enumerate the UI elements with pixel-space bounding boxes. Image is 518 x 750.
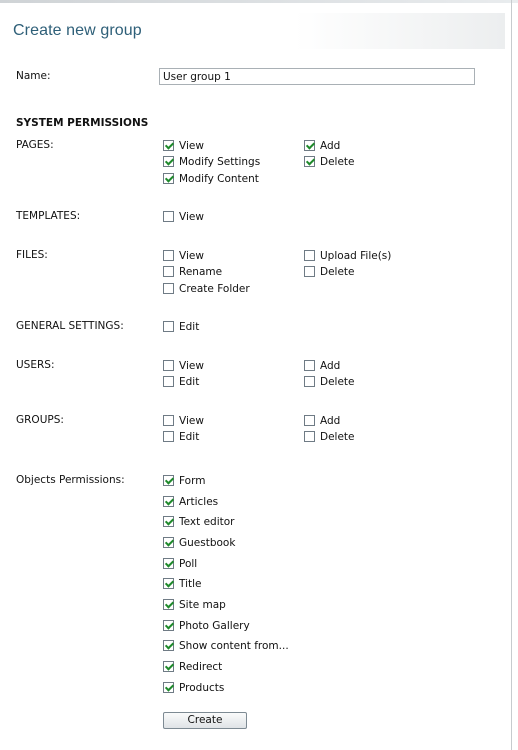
object-poll-checkbox[interactable] (163, 557, 197, 570)
object-products-checkbox[interactable] (163, 681, 224, 694)
checkbox-box[interactable] (163, 173, 174, 184)
pages-label: PAGES: (16, 139, 54, 151)
files-delete-checkbox[interactable] (304, 265, 355, 278)
checkbox-label: View (179, 139, 204, 152)
files-create-folder-checkbox[interactable] (163, 282, 250, 295)
users-label: USERS: (16, 359, 55, 371)
checkbox-label: Upload File(s) (320, 249, 392, 262)
checkbox-label: Photo Gallery (179, 619, 250, 632)
object-title-checkbox[interactable] (163, 577, 202, 590)
page-header (5, 13, 505, 49)
checkbox-box[interactable] (163, 516, 174, 527)
checkbox-label: Site map (179, 598, 226, 611)
checkbox-label: Delete (320, 265, 355, 278)
object-form-checkbox[interactable] (163, 474, 205, 487)
templates-view-checkbox[interactable] (163, 210, 204, 223)
checkbox-label: Edit (179, 375, 200, 388)
checkbox-box[interactable] (163, 496, 174, 507)
groups-add-checkbox[interactable] (304, 414, 340, 427)
name-label: Name: (16, 70, 51, 82)
pages-add-checkbox[interactable] (304, 139, 340, 152)
checkbox-box[interactable] (304, 266, 315, 277)
checkbox-label: Poll (179, 557, 198, 570)
checkbox-box[interactable] (163, 266, 174, 277)
checkbox-label: Redirect (179, 660, 223, 673)
groups-label: GROUPS: (16, 414, 64, 426)
object-show-content-from-checkbox[interactable] (163, 639, 289, 652)
checkbox-label: Edit (179, 320, 200, 333)
checkbox-box[interactable] (163, 211, 174, 222)
checkbox-label: View (179, 414, 204, 427)
checkbox-box[interactable] (163, 578, 174, 589)
templates-label: TEMPLATES: (16, 210, 81, 222)
checkbox-box[interactable] (163, 640, 174, 651)
checkbox-label: Add (320, 139, 341, 152)
general-settings-label: GENERAL SETTINGS: (16, 320, 124, 332)
groups-delete-checkbox[interactable] (304, 430, 355, 443)
checkbox-box[interactable] (163, 415, 174, 426)
checkbox-box[interactable] (163, 376, 174, 387)
checkbox-label: View (179, 359, 204, 372)
checkbox-box[interactable] (163, 321, 174, 332)
objects-permissions-label: Objects Permissions: (16, 474, 125, 486)
files-upload-checkbox[interactable] (304, 249, 391, 262)
checkbox-box[interactable] (163, 558, 174, 569)
checkbox-box[interactable] (163, 250, 174, 261)
users-delete-checkbox[interactable] (304, 375, 355, 388)
checkbox-label: Title (179, 577, 202, 590)
groups-view-checkbox[interactable] (163, 414, 204, 427)
checkbox-label: Show content from... (179, 639, 289, 652)
checkbox-label: Form (179, 474, 206, 487)
pages-view-checkbox[interactable] (163, 139, 204, 152)
checkbox-box[interactable] (304, 250, 315, 261)
checkbox-box[interactable] (163, 283, 174, 294)
checkbox-box[interactable] (163, 599, 174, 610)
object-text-editor-checkbox[interactable] (163, 515, 234, 528)
checkbox-label: Create Folder (179, 282, 250, 295)
pages-modify-content-checkbox[interactable] (163, 172, 259, 185)
object-redirect-checkbox[interactable] (163, 660, 222, 673)
checkbox-box[interactable] (304, 140, 315, 151)
checkbox-box[interactable] (163, 140, 174, 151)
checkbox-label: View (179, 249, 204, 262)
checkbox-label: Delete (320, 155, 355, 168)
object-photo-gallery-checkbox[interactable] (163, 619, 250, 632)
checkbox-label: Rename (179, 265, 223, 278)
checkbox-label: View (179, 210, 204, 223)
checkbox-box[interactable] (163, 156, 174, 167)
checkbox-box[interactable] (304, 415, 315, 426)
files-view-checkbox[interactable] (163, 249, 204, 262)
group-name-input[interactable] (159, 68, 475, 85)
checkbox-label: Delete (320, 430, 355, 443)
pages-delete-checkbox[interactable] (304, 155, 355, 168)
checkbox-box[interactable] (163, 360, 174, 371)
groups-edit-checkbox[interactable] (163, 430, 199, 443)
checkbox-box[interactable] (163, 620, 174, 631)
object-site-map-checkbox[interactable] (163, 598, 226, 611)
object-guestbook-checkbox[interactable] (163, 536, 235, 549)
checkbox-box[interactable] (304, 376, 315, 387)
checkbox-label: Products (179, 681, 225, 694)
users-edit-checkbox[interactable] (163, 375, 199, 388)
checkbox-label: Modify Content (179, 172, 259, 185)
files-label: FILES: (16, 249, 48, 261)
create-button[interactable]: Create (163, 712, 247, 729)
files-rename-checkbox[interactable] (163, 265, 222, 278)
system-permissions-heading: SYSTEM PERMISSIONS (16, 117, 149, 129)
checkbox-box[interactable] (304, 156, 315, 167)
checkbox-label: Add (320, 414, 341, 427)
page-title: Create new group (13, 22, 142, 39)
checkbox-label: Edit (179, 430, 200, 443)
checkbox-label: Articles (179, 495, 219, 508)
pages-modify-settings-checkbox[interactable] (163, 155, 260, 168)
checkbox-box[interactable] (304, 360, 315, 371)
general-settings-edit-checkbox[interactable] (163, 320, 199, 333)
checkbox-box[interactable] (163, 431, 174, 442)
checkbox-label: Delete (320, 375, 355, 388)
object-articles-checkbox[interactable] (163, 495, 218, 508)
checkbox-label: Guestbook (179, 536, 236, 549)
checkbox-box[interactable] (163, 661, 174, 672)
checkbox-box[interactable] (163, 537, 174, 548)
users-view-checkbox[interactable] (163, 359, 204, 372)
checkbox-label: Modify Settings (179, 155, 261, 168)
checkbox-box[interactable] (163, 475, 174, 486)
checkbox-box[interactable] (163, 682, 174, 693)
users-add-checkbox[interactable] (304, 359, 340, 372)
checkbox-label: Add (320, 359, 341, 372)
checkbox-label: Text editor (179, 515, 235, 528)
checkbox-box[interactable] (304, 431, 315, 442)
